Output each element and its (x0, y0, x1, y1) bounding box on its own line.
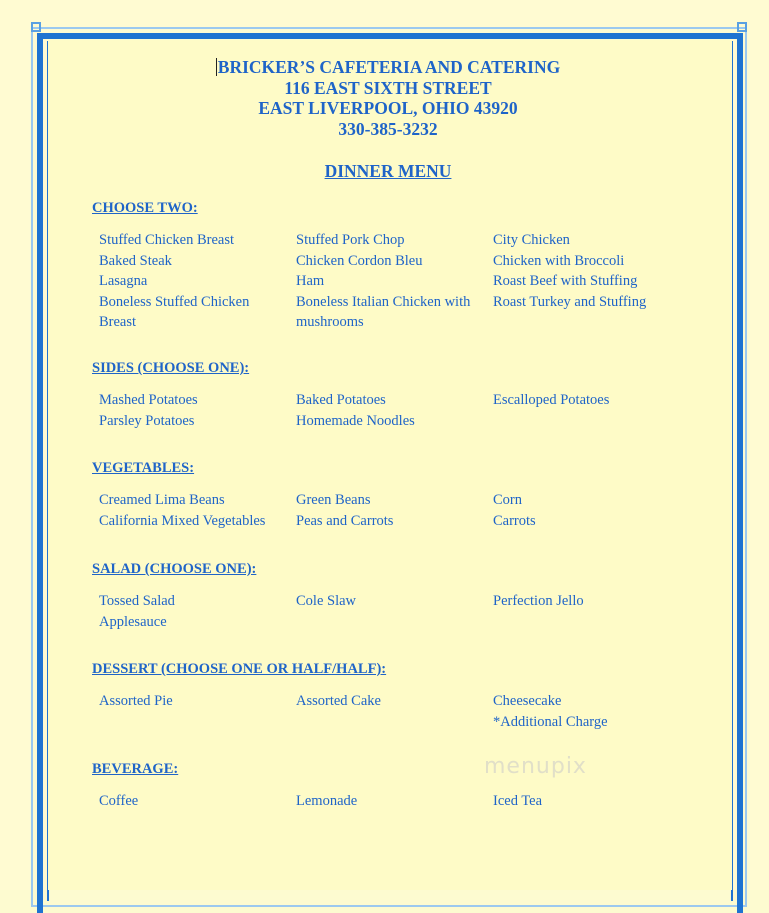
menu-item: Tossed Salad (99, 593, 175, 609)
menu-item: Lasagna (99, 273, 148, 289)
section-title: SALAD (CHOOSE ONE): (92, 561, 257, 577)
menu-item: Baked Steak (99, 252, 172, 269)
menu-item: Lemonade (296, 793, 358, 809)
menu-item: Boneless Stuffed Chicken (99, 293, 250, 310)
menu-item: City Chicken (493, 232, 570, 248)
menu-item: Cheesecake (493, 693, 562, 709)
menu-item: Stuffed Pork Chop (296, 232, 405, 248)
item-column (493, 691, 703, 732)
menu-item: Roast Beef with Stuffing (493, 273, 638, 289)
corner-ornament-left (31, 22, 41, 32)
item-column (296, 390, 491, 431)
item-column (493, 591, 703, 612)
menu-item: Chicken Cordon Bleu (296, 252, 423, 269)
menu-item: Green Beans (296, 492, 371, 508)
menu-document (48, 40, 732, 890)
menu-item: Peas and Carrots (296, 512, 394, 529)
item-column (99, 791, 289, 812)
menu-item: Corn (493, 492, 522, 508)
menu-item: Chicken with Broccoli (493, 252, 625, 269)
item-column (493, 230, 703, 312)
text-cursor (216, 58, 217, 76)
section-choose-two (92, 200, 712, 330)
menu-item: Perfection Jello (493, 593, 584, 609)
section-salad (92, 561, 712, 630)
restaurant-header (48, 57, 728, 139)
menu-item: Ham (296, 273, 325, 289)
item-column (296, 791, 491, 812)
section-title: DESSERT (CHOOSE ONE OR HALF/HALF): (92, 661, 387, 677)
item-column (296, 691, 491, 712)
menu-item: mushrooms (296, 314, 364, 330)
item-column (296, 230, 491, 333)
section-sides (92, 360, 712, 429)
item-column (99, 230, 289, 333)
menu-item: Homemade Noodles (296, 412, 415, 429)
section-vegetables (92, 460, 712, 529)
item-column (99, 591, 289, 632)
menu-item: Assorted Cake (296, 693, 381, 709)
menu-item: Iced Tea (493, 793, 543, 809)
menu-item: California Mixed Vegetables (99, 512, 266, 529)
item-column (99, 490, 289, 531)
menu-item: *Additional Charge (493, 713, 608, 730)
menu-item: Carrots (493, 512, 536, 529)
restaurant-name-line (48, 57, 728, 78)
menu-item: Stuffed Chicken Breast (99, 232, 235, 248)
menu-item: Mashed Potatoes (99, 392, 198, 408)
restaurant-phone: 330-385-3232 (338, 118, 438, 139)
item-column (99, 390, 289, 431)
watermark-logo: menupix (484, 754, 587, 779)
menu-item: Coffee (99, 793, 139, 809)
restaurant-name: BRICKER’S CAFETERIA AND CATERING (217, 57, 561, 77)
menu-item: Escalloped Potatoes (493, 392, 610, 408)
menu-item: Parsley Potatoes (99, 412, 195, 429)
section-title: CHOOSE TWO: (92, 200, 198, 216)
section-title: BEVERAGE: (92, 761, 179, 777)
item-column (493, 791, 703, 812)
section-title: VEGETABLES: (92, 460, 195, 476)
menu-item: Creamed Lima Beans (99, 492, 225, 508)
item-column (99, 691, 289, 712)
section-title: SIDES (CHOOSE ONE): (92, 360, 250, 376)
section-beverage (92, 761, 712, 809)
menu-item: Boneless Italian Chicken with (296, 293, 471, 310)
restaurant-city: EAST LIVERPOOL, OHIO 43920 (258, 98, 518, 118)
menu-item: Assorted Pie (99, 693, 173, 709)
menu-item: Applesauce (99, 613, 167, 630)
menu-item: Baked Potatoes (296, 392, 386, 408)
corner-ornament-right (737, 22, 747, 32)
menu-title: DINNER MENU (324, 161, 452, 181)
menu-item: Cole Slaw (296, 593, 357, 609)
menu-item: Roast Turkey and Stuffing (493, 293, 647, 310)
item-column (493, 490, 703, 531)
restaurant-address: 116 EAST SIXTH STREET (284, 77, 492, 98)
item-column (296, 591, 491, 612)
menu-item: Breast (99, 314, 137, 330)
section-dessert (92, 661, 712, 730)
item-column (493, 390, 703, 411)
item-column (296, 490, 491, 531)
